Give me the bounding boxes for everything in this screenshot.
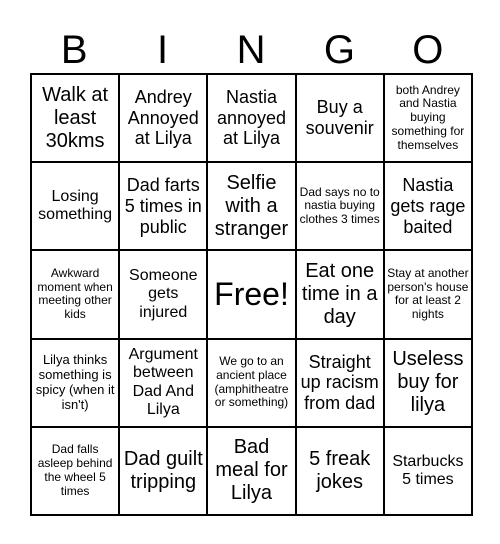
bingo-cell[interactable] bbox=[207, 74, 295, 162]
bingo-grid bbox=[30, 73, 473, 516]
cell-text: 5 freak jokes bbox=[309, 447, 371, 493]
cell-text: Awkward moment when meeting other kids bbox=[37, 265, 113, 322]
cell-text: We go to an ancient place (amphitheatre or something) bbox=[214, 354, 289, 410]
cell-text: Selfie with a stranger bbox=[214, 171, 289, 240]
cell-text: Lilya thinks something is spicy (when it isn't) bbox=[35, 351, 115, 412]
cell-text: Losing something bbox=[38, 187, 112, 224]
cell-text: Dad falls asleep behind the wheel 5 times bbox=[37, 442, 113, 498]
bingo-cell[interactable] bbox=[207, 339, 295, 427]
bingo-cell[interactable] bbox=[296, 427, 384, 515]
cell-text: Argument between Dad And Lilya bbox=[128, 345, 198, 419]
cell-text: Bad meal for Lilya bbox=[215, 436, 288, 505]
cell-text: Walk at least 30kms bbox=[42, 83, 109, 152]
bingo-cell[interactable] bbox=[31, 74, 119, 162]
cell-text: Dad says no to nastia buying clothes 3 times bbox=[299, 184, 380, 227]
header-letter-g: G bbox=[323, 28, 355, 72]
header-letter-o: O bbox=[412, 28, 444, 72]
bingo-cell[interactable] bbox=[296, 162, 384, 250]
cell-text: Starbucks 5 times bbox=[392, 452, 464, 488]
cell-text: Buy a souvenir bbox=[305, 97, 374, 139]
bingo-cell[interactable] bbox=[119, 162, 207, 250]
bingo-cell[interactable] bbox=[119, 74, 207, 162]
cell-text: both Andrey and Nastia buying something for themselves bbox=[391, 82, 465, 152]
bingo-cell[interactable] bbox=[119, 250, 207, 338]
bingo-cell[interactable] bbox=[296, 250, 384, 338]
header-letter-i: I bbox=[157, 28, 169, 72]
bingo-cell[interactable] bbox=[31, 162, 119, 250]
bingo-cell[interactable] bbox=[119, 339, 207, 427]
cell-text: Someone gets injured bbox=[129, 266, 198, 321]
bingo-cell[interactable] bbox=[31, 250, 119, 338]
bingo-cell[interactable] bbox=[384, 339, 472, 427]
cell-text: Nastia annoyed at Lilya bbox=[216, 87, 287, 149]
free-cell[interactable] bbox=[207, 250, 295, 338]
cell-text: Dad guilt tripping bbox=[123, 447, 203, 493]
cell-text: Andrey Annoyed at Lilya bbox=[127, 87, 199, 149]
cell-text: Stay at another person's house for at least 2 nights bbox=[387, 265, 469, 322]
header-letter-n: N bbox=[236, 28, 266, 72]
bingo-header bbox=[30, 28, 472, 72]
bingo-cell[interactable] bbox=[119, 427, 207, 515]
bingo-cell[interactable] bbox=[384, 427, 472, 515]
free-cell-text: Free! bbox=[214, 276, 289, 313]
cell-text: Eat one time in a day bbox=[301, 259, 378, 328]
bingo-cell[interactable] bbox=[207, 162, 295, 250]
bingo-cell[interactable] bbox=[207, 427, 295, 515]
header-letter-b: B bbox=[60, 28, 88, 72]
bingo-cell[interactable] bbox=[31, 427, 119, 515]
cell-text: Useless buy for lilya bbox=[392, 348, 464, 417]
bingo-cell[interactable] bbox=[384, 162, 472, 250]
bingo-cell[interactable] bbox=[384, 74, 472, 162]
bingo-cell[interactable] bbox=[384, 250, 472, 338]
bingo-cell[interactable] bbox=[31, 339, 119, 427]
cell-text: Nastia gets rage baited bbox=[390, 175, 466, 237]
cell-text: Dad farts 5 times in public bbox=[124, 175, 202, 237]
bingo-cell[interactable] bbox=[296, 339, 384, 427]
cell-text: Straight up racism from dad bbox=[300, 351, 379, 414]
bingo-cell[interactable] bbox=[296, 74, 384, 162]
